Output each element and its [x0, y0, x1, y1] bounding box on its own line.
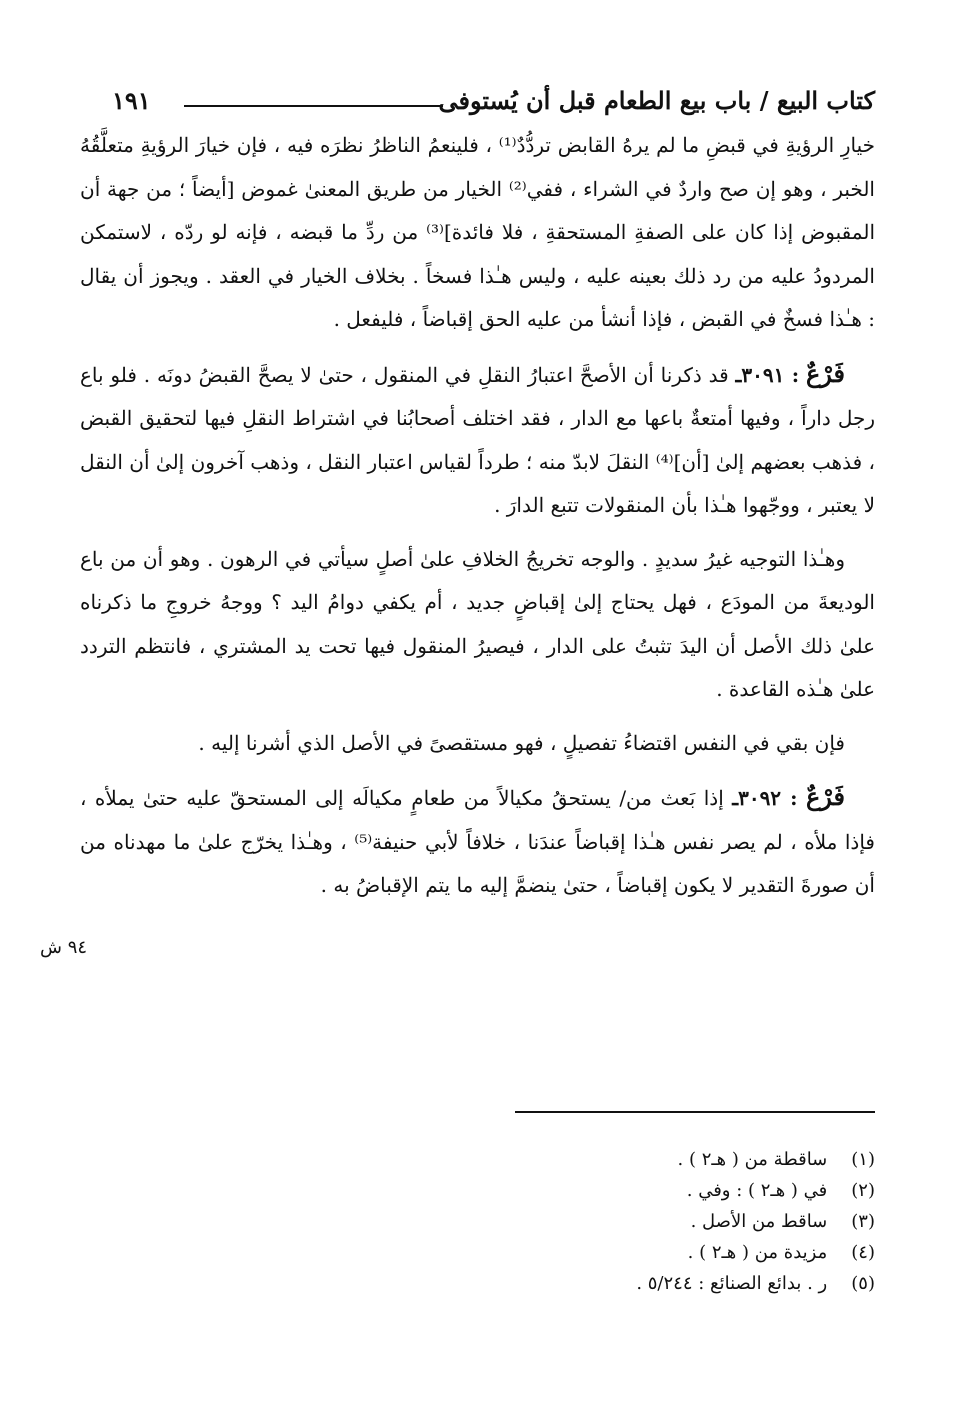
footnote-item — [400, 1206, 875, 1237]
far-label: فَرْعٌ — [805, 782, 845, 811]
footnote-text: مزيدة من ( هـ٢ ) . — [687, 1242, 828, 1263]
paragraph-gap — [80, 342, 875, 352]
header-rule — [184, 105, 443, 107]
footnote-separator — [515, 1111, 875, 1113]
footnote-number: (٤) — [851, 1242, 875, 1263]
issue-number: : ٣٠٩١ـ — [735, 362, 800, 387]
paragraph-text: وهـٰذا التوجيه غيرُ سديدٍ . والوجه تخريجُ الخلافِ علىٰ أصلٍ سيأتي في الرهون . وهو أن من باع الوديعةَ من المودَع ، فهل يحتاج إلىٰ إقباضٍ جديد ، أم يكفي دوامُ اليد ؟ ووجهُ خروجِ ما ذكرناه علىٰ ذلك الأصل أن اليدَ تثبتُ على الدار ، فيصيرُ المنقول فيها تحت يد المشتري ، فانتظم التردد علىٰ هـٰذه القاعدة . — [80, 546, 875, 701]
footnote-number: (٢) — [851, 1180, 875, 1201]
footnote-text: ر . بدائع الصنائع : ٥/٢٤٤ . — [636, 1273, 828, 1294]
margin-note: ٩٤ ش — [40, 937, 88, 958]
footnote-item — [400, 1144, 875, 1175]
paragraph-text: فإن بقي في النفس اقتضاءُ تفصيلٍ ، فهو مستقصىً في الأصل الذي أشرنا إليه . — [198, 730, 845, 755]
paragraph-text: خيارِ الرؤيةِ في قبضِ ما لم يرهُ القابض تردُّدٌ⁽¹⁾ ، فلينعمُ الناظرُ نظرَه فيه ، فإن خيارَ الرؤيةِ متعلَّقُهُ الخبر ، وهو إن صح واردٌ في الشراء ، ففي⁽²⁾ الخيار من طريق المعنىٰ غموض [أيضاً ؛ من جهة أن المقبوض إذا كان على الصفةِ المستحقةِ ، فلا فائدة]⁽³⁾ من ردِّ ما قبضه ، فإنه لو ردّه ، لاستمكن المردودُ عليه من رد ذلك بعينه عليه ، وليس هـٰذا فسخاً . بخلاف الخيار في العقد . ويجوز أن يقال : هـٰذا فسخٌ في القبض ، فإذا أنشأ من عليه الحق إقباضاً ، فليفعل . — [80, 133, 875, 331]
footnote-number: (٥) — [851, 1273, 875, 1294]
footnotes-list — [400, 1144, 875, 1299]
footnote-item — [400, 1175, 875, 1206]
footnote-number: (٣) — [851, 1211, 875, 1232]
far-label: فَرْعٌ — [805, 358, 846, 388]
running-header — [112, 86, 875, 120]
paragraph-2 — [80, 352, 875, 528]
paragraph-text: إذا بَعث من/ يستحقُ مكيالاً من طعامٍ مكيالَه إلى المستحقّ عليه حتىٰ يملأه ، فإذا ملأه ، لم يصر نفس هـٰذا إقباضاً عندَنا ، خلافاً لأبي حنيفة⁽⁵⁾ ، وهـٰذا يخرّج علىٰ ما مهدناه من أن صورةَ التقدير لا يكون إقباضاً ، حتىٰ ينضمَّ إليه ما يتم الإقباضُ به . — [80, 786, 875, 897]
header-title: كتاب البيع / باب بيع الطعام قبل أن يُستوفى — [438, 86, 875, 115]
paragraph-gap — [80, 528, 875, 538]
page-number: ١٩١ — [112, 86, 151, 115]
paragraph-text: قد ذكرنا أن الأصحَّ اعتبارُ النقلِ في المنقول ، حتىٰ لا يصحَّ القبضُ دونَه . فلو باع رجل داراً ، وفيها أمتعةٌ باعها مع الدار ، فقد اختلف أصحابُنا في اشتراط النقلِ فيها لتحقيق القبض ، فذهب بعضهم إلىٰ [أن]⁽⁴⁾ النقلَ لابدّ منه ؛ طرداً لقياس اعتبار النقل ، وذهب آخرون إلىٰ أن النقل لا يعتبر ، ووجّهوا هـٰذا بأن المنقولات تتبع الدارَ . — [80, 362, 875, 517]
paragraph-1 — [80, 124, 875, 342]
paragraph-4 — [80, 722, 875, 766]
footnote-text: ساقطة من ( هـ٢ ) . — [677, 1149, 828, 1170]
issue-number: : ٣٠٩٢ـ — [732, 786, 798, 810]
footnote-text: في ( هـ٢ ) : وفي . — [686, 1180, 828, 1201]
paragraph-gap — [80, 765, 875, 775]
paragraph-3 — [80, 538, 875, 712]
footnote-number: (١) — [851, 1149, 875, 1170]
paragraph-gap — [80, 712, 875, 722]
body-text — [80, 124, 875, 908]
footnote-item — [400, 1268, 875, 1299]
footnote-text: ساقط من الأصل . — [690, 1211, 828, 1232]
footnote-item — [400, 1237, 875, 1268]
paragraph-5 — [80, 775, 875, 908]
